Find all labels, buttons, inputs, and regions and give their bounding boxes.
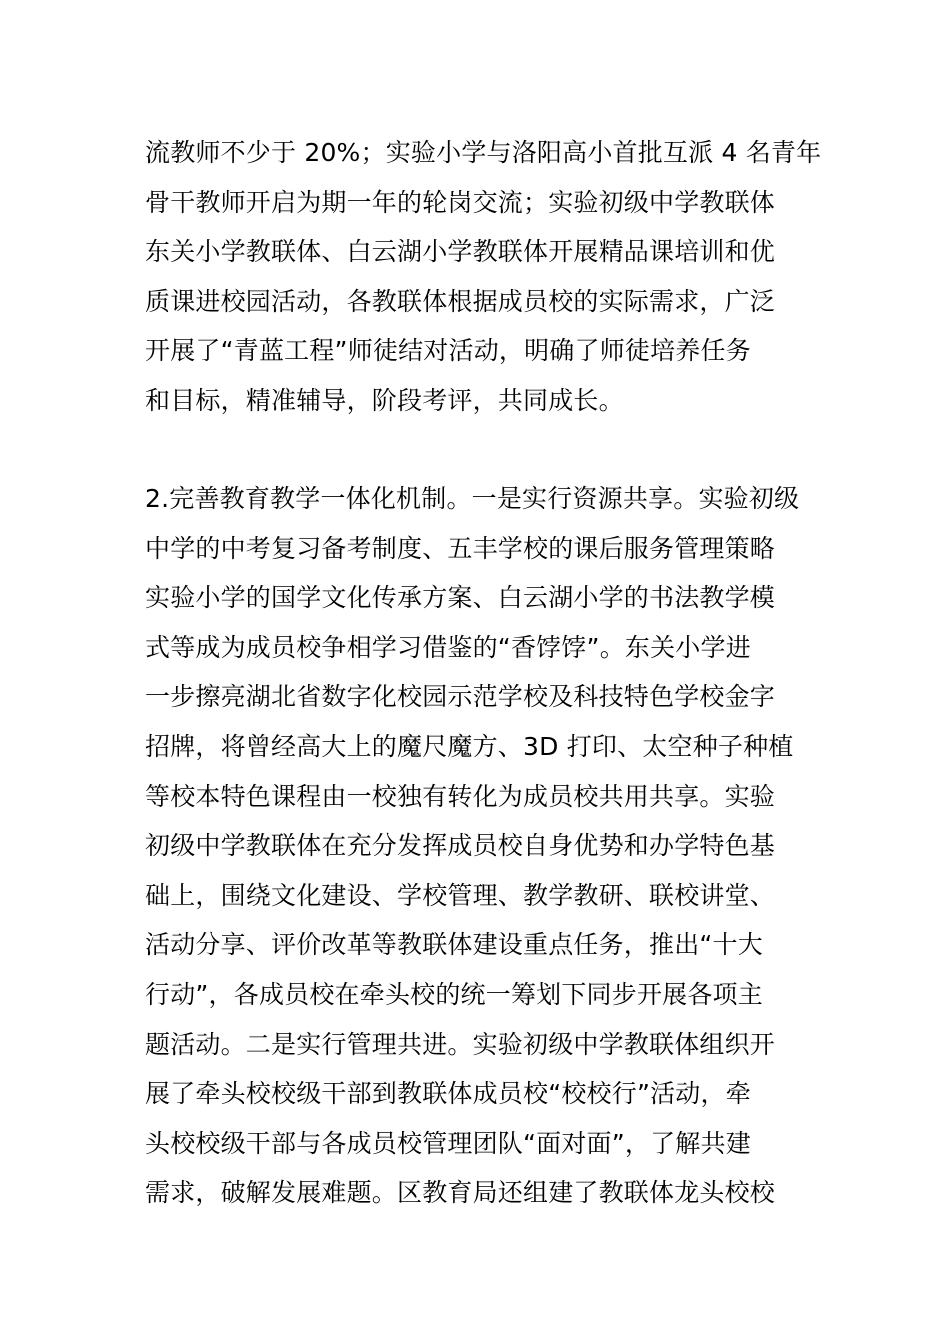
text-line: 一步擦亮湖北省数字化校园示范学校及科技特色学校金字 (145, 682, 776, 712)
text-line: 2.完善教育教学一体化机制。一是实行资源共享。实验初级 (145, 484, 800, 513)
paragraph-2 (145, 474, 825, 1218)
text-line: 行动”，各成员校在牵头校的统一筹划下同步开展各项主 (145, 979, 763, 1009)
text-line: 流教师不少于 20%；实验小学与洛阳高小首批互派 4 名青年 (145, 138, 822, 167)
text-line: 骨干教师开启为期一年的轮岗交流；实验初级中学教联体 (145, 187, 776, 217)
text-line: 等校本特色课程由一校独有转化为成员校共用共享。实验 (145, 781, 776, 811)
text-line: 东关小学教联体、白云湖小学教联体开展精品课培训和优 (145, 237, 776, 267)
text-line: 活动分享、评价改革等教联体建设重点任务，推出“十大 (145, 930, 763, 960)
text-line: 础上，围绕文化建设、学校管理、教学教研、联校讲堂、 (145, 880, 776, 910)
text-line: 中学的中考复习备考制度、五丰学校的课后服务管理策略 (145, 533, 776, 563)
text-line: 式等成为成员校争相学习借鉴的“香饽饽”。东关小学进 (145, 632, 751, 662)
text-line: 实验小学的国学文化传承方案、白云湖小学的书法教学模 (145, 583, 776, 613)
text-line: 质课进校园活动，各教联体根据成员校的实际需求，广泛 (145, 286, 776, 316)
text-line: 题活动。二是实行管理共进。实验初级中学教联体组织开 (145, 1029, 776, 1059)
text-line: 头校校级干部与各成员校管理团队“面对面”，了解共建 (145, 1128, 751, 1158)
text-line: 开展了“青蓝工程”师徒结对活动，明确了师徒培养任务 (145, 336, 751, 366)
text-line: 招牌，将曾经高大上的魔尺魔方、3D 打印、太空种子种植 (145, 731, 794, 761)
text-line: 展了牵头校校级干部到教联体成员校“校校行”活动，牵 (145, 1079, 751, 1109)
paragraph-1 (145, 128, 825, 426)
text-line: 需求，破解发展难题。区教育局还组建了教联体龙头校校 (145, 1178, 776, 1208)
text-line: 初级中学教联体在充分发挥成员校自身优势和办学特色基 (145, 831, 776, 861)
text-line: 和目标，精准辅导，阶段考评，共同成长。 (145, 385, 624, 415)
